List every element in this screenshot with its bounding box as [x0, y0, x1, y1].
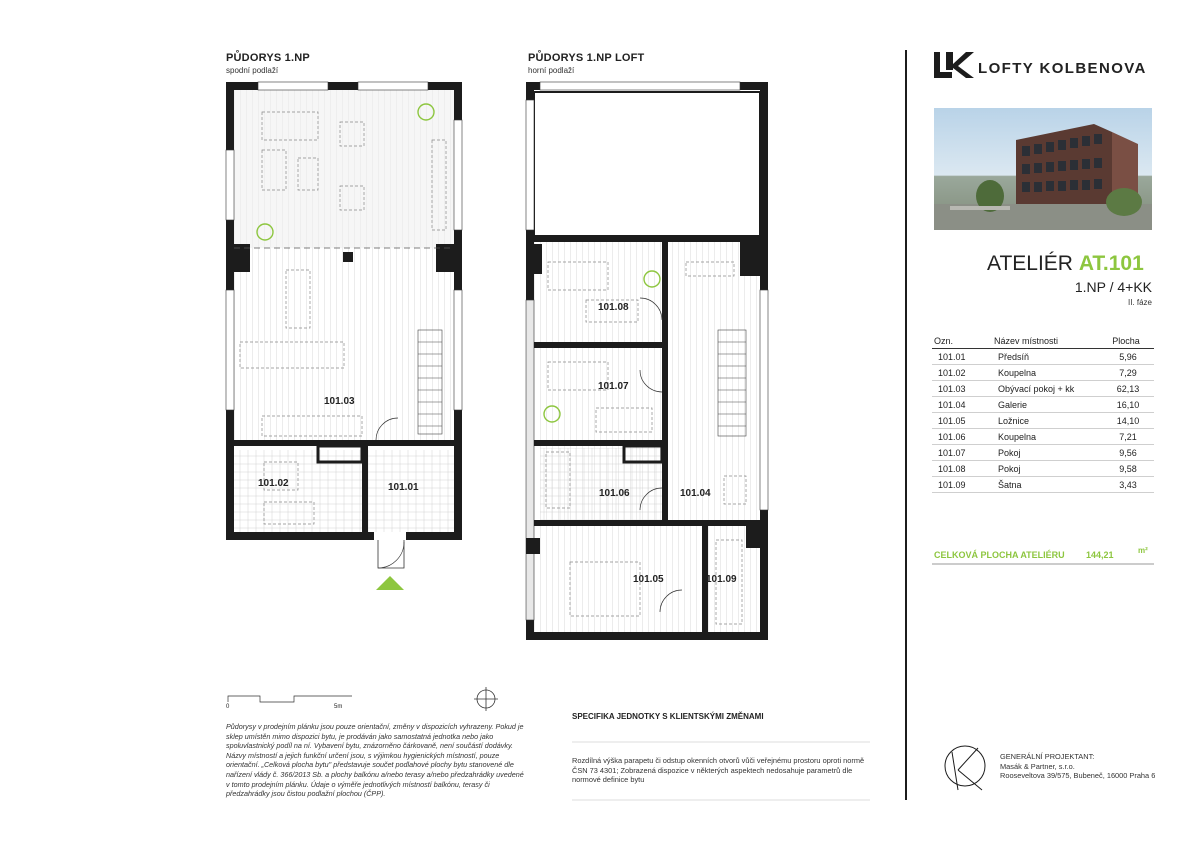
lower-plan-title: PŮDORYS 1.NP — [226, 52, 310, 64]
room-label: 101.03 — [324, 396, 355, 407]
unit-prefix: ATELIÉR — [987, 252, 1073, 275]
total-area-unit: m² — [1138, 546, 1148, 555]
table-cell: 5,96 — [1096, 349, 1154, 365]
table-cell: Koupelna — [992, 429, 1096, 445]
table-cell: Šatna — [992, 477, 1096, 493]
spec-title: SPECIFIKA JEDNOTKY S KLIENTSKÝMI ZMĚNAMI — [572, 712, 764, 721]
room-label: 101.08 — [598, 302, 629, 313]
upper-floor-plan — [526, 82, 768, 640]
room-label: 101.05 — [633, 574, 664, 585]
lk-logo-icon — [934, 52, 974, 78]
unit-code: AT.101 — [1078, 252, 1144, 275]
room-label: 101.04 — [680, 488, 711, 499]
table-row — [932, 365, 1154, 381]
building-render-photo — [934, 108, 1152, 230]
table-cell: Koupelna — [992, 365, 1096, 381]
designer-logo-icon — [945, 746, 985, 790]
table-row — [932, 381, 1154, 397]
table-cell: 14,10 — [1096, 413, 1154, 429]
table-cell: Obývací pokoj + kk — [992, 381, 1096, 397]
spec-text: Rozdílná výška parapetu či odstup okenních otvorů vůči veřejnému prostoru oproti normě ČSN 73 4301; Zobrazená dispozice v některých aspektech nedosahuje parametrů dle normové definice bytu — [572, 756, 865, 785]
table-cell: 3,43 — [1096, 477, 1154, 493]
designer-block — [1000, 752, 1160, 781]
designer-title: GENERÁLNÍ PROJEKTANT: — [1000, 752, 1095, 761]
table-cell: 62,13 — [1096, 381, 1154, 397]
room-label: 101.02 — [258, 478, 289, 489]
table-cell: Pokoj — [992, 445, 1096, 461]
room-table — [932, 334, 1154, 493]
room-label: 101.07 — [598, 381, 629, 392]
designer-address: Rooseveltova 39/575, Bubeneč, 16000 Praha 6 — [1000, 771, 1156, 781]
designer-company: Masák & Partner, s.r.o. — [1000, 761, 1075, 771]
table-cell: 101.08 — [932, 461, 992, 477]
table-cell: Předsíň — [992, 349, 1096, 365]
table-cell: 101.04 — [932, 397, 992, 413]
table-cell: 101.09 — [932, 477, 992, 493]
room-label: 101.06 — [599, 488, 630, 499]
lower-floor-plan — [226, 82, 462, 590]
table-cell: 101.05 — [932, 413, 992, 429]
total-area-value: 144,21 — [1086, 550, 1114, 560]
table-cell: 9,56 — [1096, 445, 1154, 461]
table-row — [932, 397, 1154, 413]
table-cell: 7,21 — [1096, 429, 1154, 445]
unit-title — [987, 252, 1144, 276]
scale-five: 5m — [334, 704, 343, 710]
scale-zero: 0 — [226, 704, 230, 710]
north-arrow-icon — [474, 687, 498, 711]
table-cell: Pokoj — [992, 461, 1096, 477]
table-header: Název místnosti — [992, 334, 1096, 349]
lower-plan-subtitle: spodní podlaží — [226, 66, 279, 75]
table-row — [932, 413, 1154, 429]
entrance-arrow-icon — [376, 576, 404, 590]
table-cell: 9,58 — [1096, 461, 1154, 477]
table-cell: 101.01 — [932, 349, 992, 365]
table-cell: 16,10 — [1096, 397, 1154, 413]
upper-plan-title: PŮDORYS 1.NP LOFT — [528, 52, 645, 64]
table-cell: Ložnice — [992, 413, 1096, 429]
table-header: Ozn. — [932, 334, 992, 349]
unit-floor-type: 1.NP / 4+KK — [1074, 279, 1152, 295]
table-cell: 7,29 — [1096, 365, 1154, 381]
upper-plan-subtitle: horní podlaží — [528, 66, 575, 75]
room-label: 101.01 — [388, 482, 419, 493]
table-row — [932, 461, 1154, 477]
unit-phase: II. fáze — [1127, 298, 1152, 307]
table-row — [932, 349, 1154, 365]
room-label: 101.09 — [706, 574, 737, 585]
table-cell: 101.06 — [932, 429, 992, 445]
brand-name: LOFTY KOLBENOVA — [978, 60, 1147, 77]
table-row — [932, 477, 1154, 493]
table-cell: 101.07 — [932, 445, 992, 461]
table-header: Plocha — [1096, 334, 1154, 349]
table-cell: 101.03 — [932, 381, 992, 397]
scale-bar — [228, 696, 352, 702]
table-cell: 101.02 — [932, 365, 992, 381]
table-cell: Galerie — [992, 397, 1096, 413]
total-area-label: CELKOVÁ PLOCHA ATELIÉRU — [934, 550, 1065, 560]
disclaimer-text: Půdorysy v prodejním plánku jsou pouze orientační, změny v dispozicích vyhrazeny. Pokud je sklep umístěn mimo dispozici bytu, je prodáván jako samostatná jednotka nebo jako spoluvlastnický podíl na ní. Vybavení bytu, znázorněno čárkovaně, není součástí dodávky. Názvy místností a jejich funkční určení jsou, s výjimkou hygienických místností, pouze orientační. „Celková plocha bytu" představuje součet podlahové plochy bytu stanovené dle nařízení vlády č. 366/2013 Sb. a plochy balkónu a/nebo terasy a/nebo předzahrádky uvedené v tomto prodejním plánku. Údaje o výměře jednotlivých místností balkónu, terasy či předzahrádky jsou čistou podlažní plochou (ČPP). — [226, 722, 524, 799]
table-row — [932, 429, 1154, 445]
table-header-row — [932, 334, 1154, 349]
table-row — [932, 445, 1154, 461]
